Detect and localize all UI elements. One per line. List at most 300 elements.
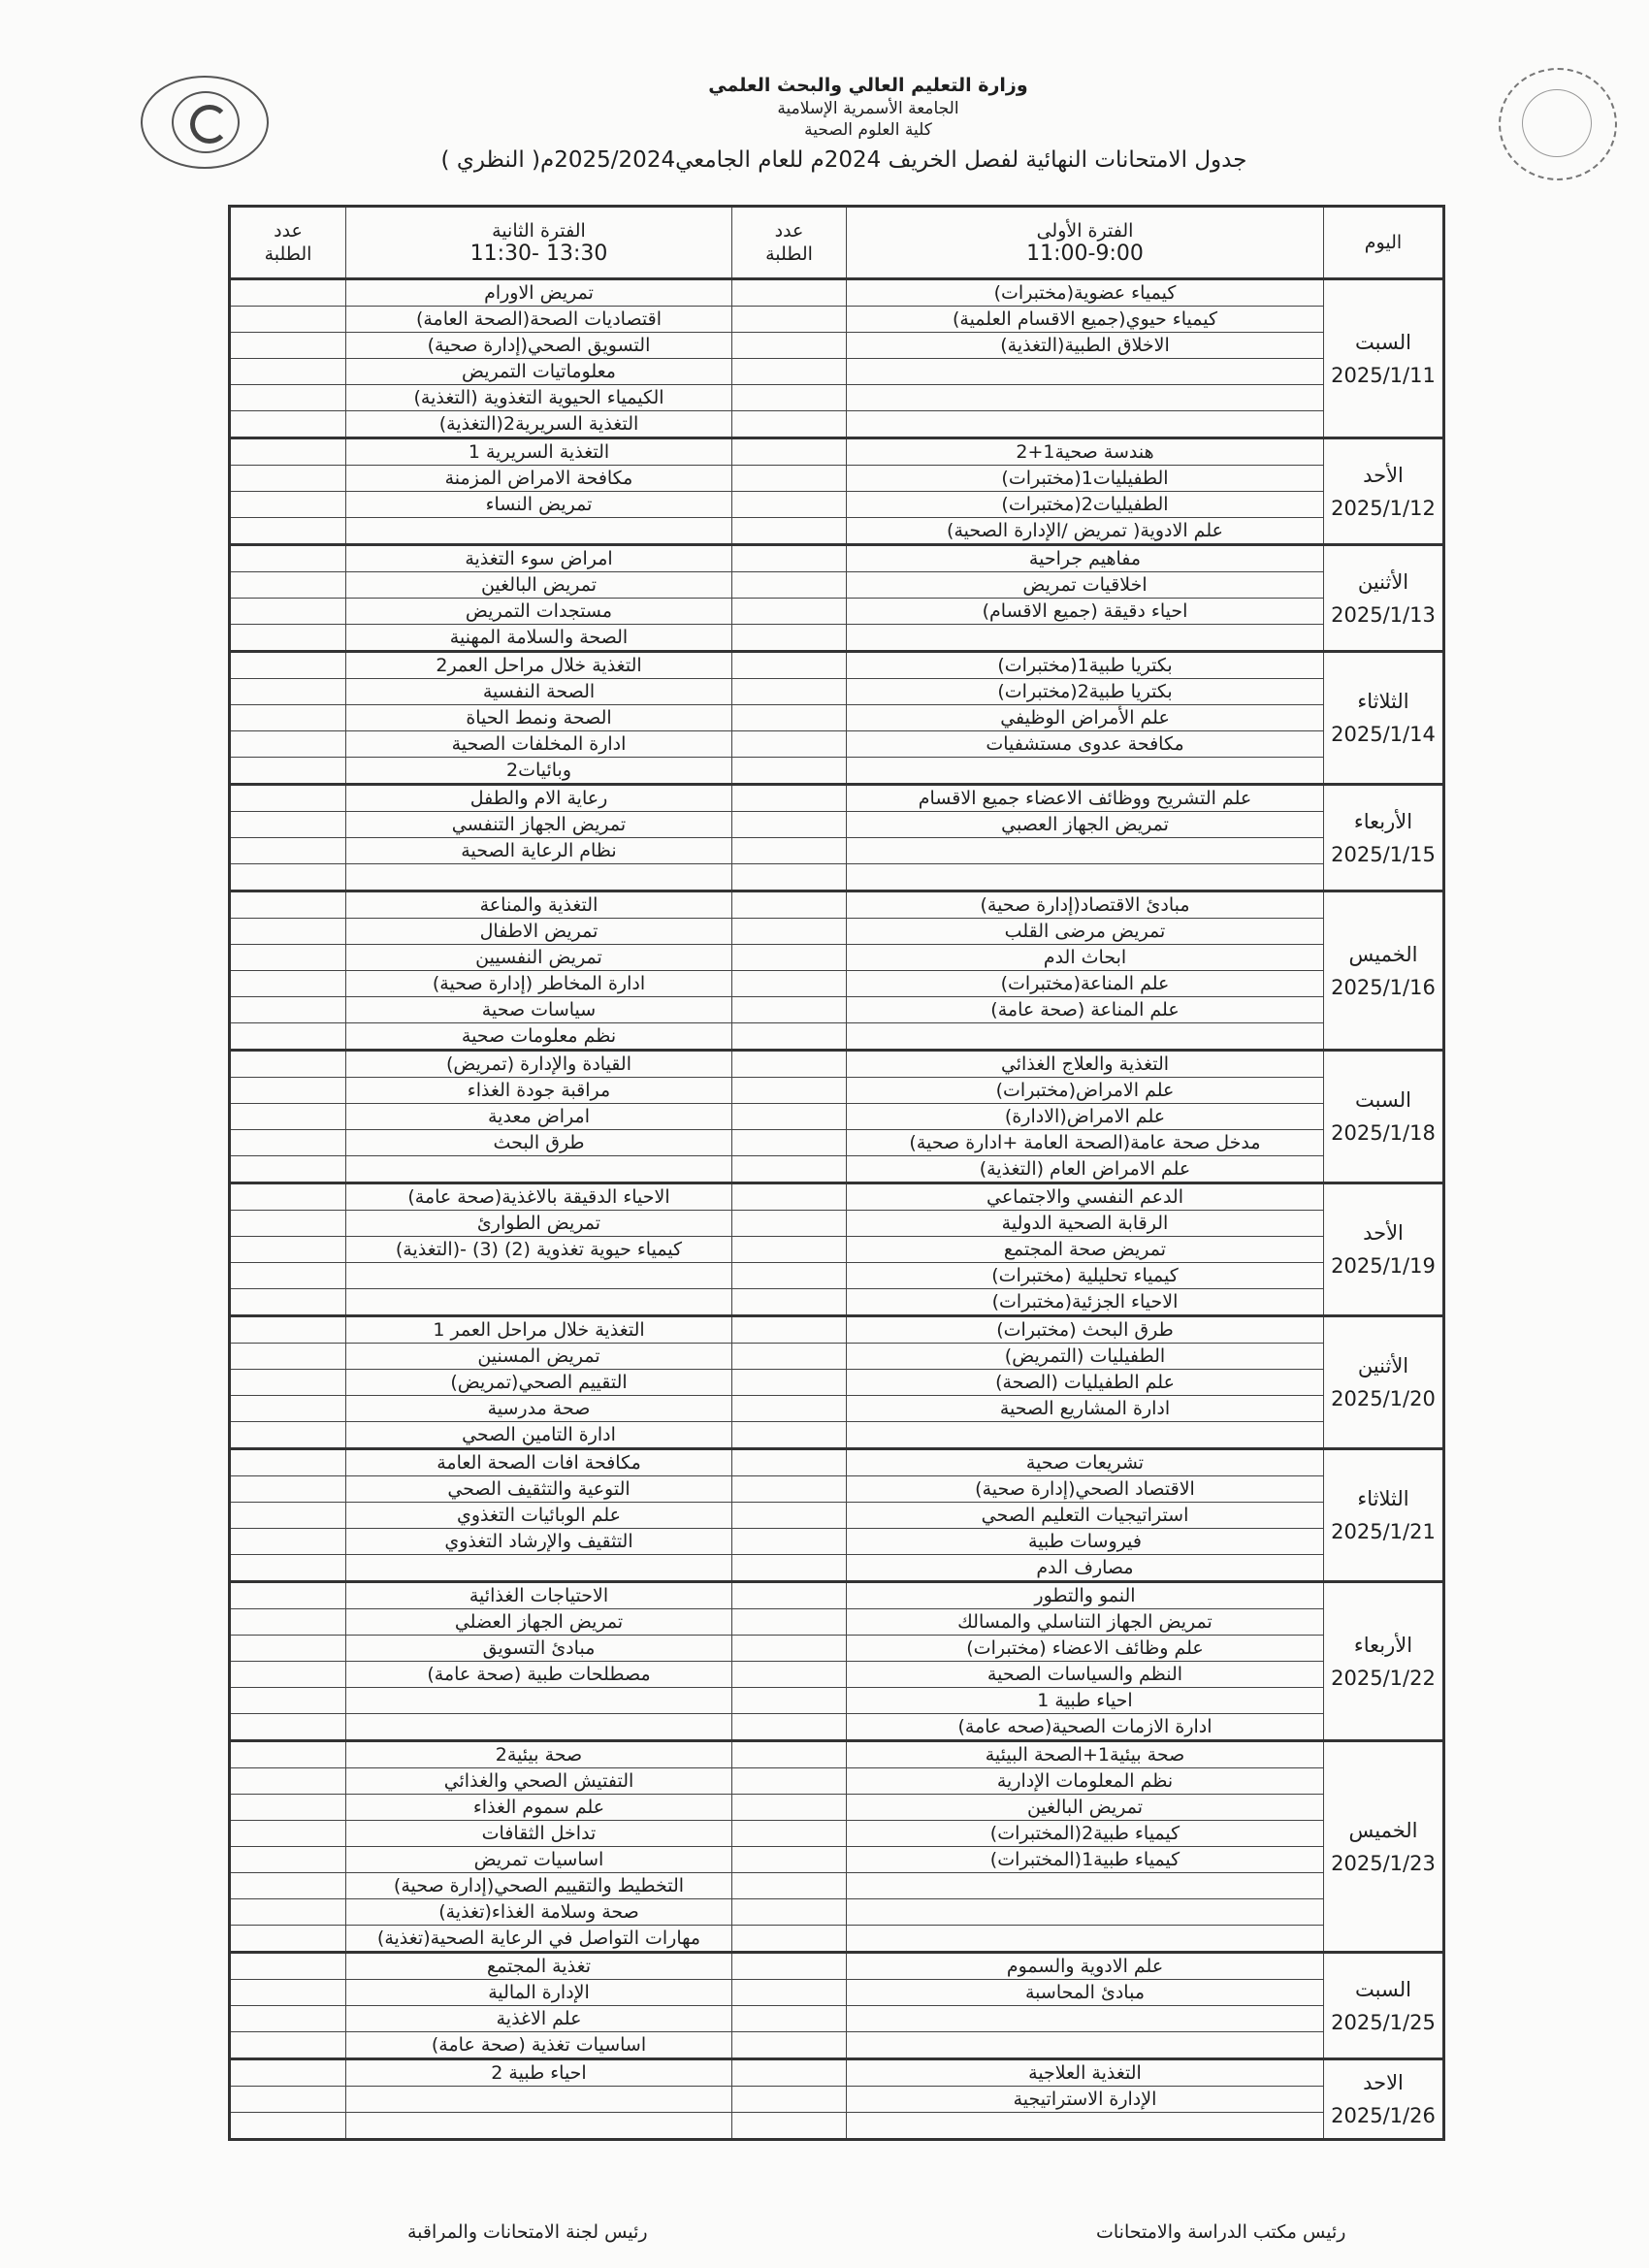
period2-student-count	[230, 1396, 346, 1422]
table-row	[230, 945, 1444, 971]
period2-exam: تمريض النفسيين	[346, 945, 732, 971]
count2-label-top: عدد	[274, 220, 303, 242]
period1-exam	[847, 864, 1324, 891]
period2-student-count	[230, 1926, 346, 1953]
period1-student-count	[732, 1688, 847, 1714]
period1-exam: تمريض مرضى القلب	[847, 919, 1324, 945]
period1-student-count	[732, 572, 847, 599]
period2-student-count	[230, 891, 346, 919]
period1-student-count	[732, 492, 847, 518]
period2-student-count	[230, 599, 346, 625]
period2-student-count	[230, 1051, 346, 1078]
period2-student-count	[230, 971, 346, 997]
period1-exam: ادارة المشاريع الصحية	[847, 1396, 1324, 1422]
day-name: الثلاثاء	[1357, 1487, 1409, 1510]
period1-exam: التغذية العلاجية	[847, 2059, 1324, 2087]
day-cell	[1324, 2059, 1444, 2140]
period1-student-count	[732, 891, 847, 919]
header-period1	[847, 207, 1324, 279]
day-name: الأحد	[1363, 1221, 1404, 1245]
period1-exam: علم المناعة(مختبرات)	[847, 971, 1324, 997]
day-name: الأثنين	[1357, 1354, 1409, 1377]
period2-exam: نظم معلومات صحية	[346, 1023, 732, 1051]
period2-student-count	[230, 919, 346, 945]
table-row	[230, 2006, 1444, 2032]
period2-student-count	[230, 2032, 346, 2059]
period2-exam: القيادة والإدارة (تمريض)	[346, 1051, 732, 1078]
period2-student-count	[230, 758, 346, 785]
table-row	[230, 1316, 1444, 1344]
period2-exam: تغذية المجتمع	[346, 1953, 732, 1980]
period1-student-count	[732, 731, 847, 758]
period2-exam	[346, 1263, 732, 1289]
period2-student-count	[230, 279, 346, 307]
period1-student-count	[732, 1183, 847, 1211]
period1-student-count	[732, 1873, 847, 1899]
day-name: الأربعاء	[1353, 809, 1413, 833]
period2-time: 13:30 -11:30	[469, 242, 608, 266]
period2-exam: الصحة والسلامة المهنية	[346, 625, 732, 652]
period2-student-count	[230, 307, 346, 333]
period2-student-count	[230, 1078, 346, 1104]
period2-exam: الصحة النفسية	[346, 679, 732, 705]
table-row	[230, 1873, 1444, 1899]
table-row	[230, 1156, 1444, 1183]
period2-student-count	[230, 1821, 346, 1847]
period1-student-count	[732, 1422, 847, 1449]
table-row	[230, 1078, 1444, 1104]
period2-student-count	[230, 1289, 346, 1316]
period1-exam: علم الامراض العام (التغذية)	[847, 1156, 1324, 1183]
period2-exam	[346, 2113, 732, 2140]
day-date: 2025/1/21	[1331, 1520, 1436, 1543]
period1-student-count	[732, 333, 847, 359]
period1-student-count	[732, 1662, 847, 1688]
table-row	[230, 359, 1444, 385]
table-row	[230, 1899, 1444, 1926]
period2-exam: التقييم الصحي(تمريض)	[346, 1370, 732, 1396]
period2-student-count	[230, 812, 346, 838]
period2-exam: كيمياء حيوية تغذوية (2) (3) -(التغذية)	[346, 1237, 732, 1263]
period2-exam: الكيمياء الحيوية التغذوية (التغذية)	[346, 385, 732, 411]
table-row	[230, 1449, 1444, 1476]
period1-student-count	[732, 1104, 847, 1130]
period1-student-count	[732, 359, 847, 385]
day-cell	[1324, 279, 1444, 438]
table-row	[230, 1688, 1444, 1714]
table-row	[230, 2059, 1444, 2087]
header-day	[1324, 207, 1444, 279]
period2-exam: رعاية الام والطفل	[346, 785, 732, 812]
table-row	[230, 838, 1444, 864]
day-cell	[1324, 438, 1444, 545]
period2-exam: احياء طبية 2	[346, 2059, 732, 2087]
table-row	[230, 1555, 1444, 1582]
period2-student-count	[230, 572, 346, 599]
period1-student-count	[732, 625, 847, 652]
period2-student-count	[230, 1582, 346, 1609]
period1-student-count	[732, 411, 847, 438]
period2-exam: معلوماتيات التمريض	[346, 359, 732, 385]
period2-student-count	[230, 1370, 346, 1396]
period2-student-count	[230, 1422, 346, 1449]
period2-exam	[346, 1688, 732, 1714]
period2-student-count	[230, 1714, 346, 1741]
period2-exam: مبادئ التسويق	[346, 1636, 732, 1662]
period2-student-count	[230, 1688, 346, 1714]
period2-student-count	[230, 864, 346, 891]
table-row	[230, 997, 1444, 1023]
period1-exam: الطفيليات2(مختبرات)	[847, 492, 1324, 518]
university-name: الجامعة الأسمرية الإسلامية	[777, 99, 959, 118]
period1-exam: مكافحة عدوى مستشفيات	[847, 731, 1324, 758]
period2-student-count	[230, 1476, 346, 1503]
period2-exam: طرق البحث	[346, 1130, 732, 1156]
period2-exam: مصطلحات طبية (صحة عامة)	[346, 1662, 732, 1688]
table-row	[230, 1714, 1444, 1741]
table-row	[230, 1237, 1444, 1263]
table-row	[230, 891, 1444, 919]
table-row	[230, 1662, 1444, 1688]
document-title: جدول الامتحانات النهائية لفصل الخريف 2024م للعام الجامعي2025/2024م( النظري )	[440, 147, 1247, 173]
period2-student-count	[230, 679, 346, 705]
period1-student-count	[732, 1023, 847, 1051]
header-period2	[346, 207, 732, 279]
period2-exam	[346, 2087, 732, 2113]
period1-student-count	[732, 679, 847, 705]
day-name: الأربعاء	[1353, 1633, 1413, 1657]
period2-exam: التثقيف والإرشاد التغذوي	[346, 1529, 732, 1555]
period1-student-count	[732, 1237, 847, 1263]
period1-student-count	[732, 1476, 847, 1503]
period1-student-count	[732, 1847, 847, 1873]
period2-exam: صحة وسلامة الغذاء(تغذية)	[346, 1899, 732, 1926]
period1-student-count	[732, 1795, 847, 1821]
period1-student-count	[732, 1316, 847, 1344]
period2-student-count	[230, 1211, 346, 1237]
period2-student-count	[230, 945, 346, 971]
table-row	[230, 1289, 1444, 1316]
period1-exam: النظم والسياسات الصحية	[847, 1662, 1324, 1688]
period1-exam: طرق البحث (مختبرات)	[847, 1316, 1324, 1344]
day-name: الخميس	[1348, 942, 1418, 966]
period2-student-count	[230, 359, 346, 385]
day-name: السبت	[1355, 1977, 1411, 2001]
period2-exam: نظام الرعاية الصحية	[346, 838, 732, 864]
period2-exam: التخطيط والتقييم الصحي(إدارة صحية)	[346, 1873, 732, 1899]
period2-exam: علم الوبائيات التغذوي	[346, 1503, 732, 1529]
table-row	[230, 599, 1444, 625]
period1-exam: ابحاث الدم	[847, 945, 1324, 971]
table-row	[230, 1795, 1444, 1821]
period2-exam: التغذية والمناعة	[346, 891, 732, 919]
period1-student-count	[732, 2113, 847, 2140]
period2-student-count	[230, 731, 346, 758]
period2-student-count	[230, 1263, 346, 1289]
period2-exam: ادارة التامين الصحي	[346, 1422, 732, 1449]
schedule-body	[230, 279, 1444, 2140]
table-row	[230, 438, 1444, 466]
period1-exam: بكتريا طبية2(مختبرات)	[847, 679, 1324, 705]
period2-exam: تداخل الثقافات	[346, 1821, 732, 1847]
period2-student-count	[230, 1980, 346, 2006]
period1-exam	[847, 385, 1324, 411]
period2-exam: التغذية خلال مراحل العمر2	[346, 652, 732, 679]
period1-student-count	[732, 1714, 847, 1741]
document-header	[0, 73, 1649, 176]
period1-exam: مبادئ الاقتصاد(إدارة صحية)	[847, 891, 1324, 919]
period1-student-count	[732, 307, 847, 333]
day-cell	[1324, 1051, 1444, 1183]
period1-student-count	[732, 1396, 847, 1422]
period1-exam: بكتريا طبية1(مختبرات)	[847, 652, 1324, 679]
period2-student-count	[230, 785, 346, 812]
period1-student-count	[732, 1582, 847, 1609]
period2-exam: امراض معدية	[346, 1104, 732, 1130]
count1-label-top: عدد	[774, 220, 804, 242]
period1-student-count	[732, 1370, 847, 1396]
period1-exam: علم التشريح ووظائف الاعضاء جميع الاقسام	[847, 785, 1324, 812]
period2-student-count	[230, 1636, 346, 1662]
table-row	[230, 2087, 1444, 2113]
period2-student-count	[230, 2059, 346, 2087]
period2-exam: تمريض البالغين	[346, 572, 732, 599]
faculty-name: كلية العلوم الصحية	[804, 120, 932, 140]
table-row	[230, 679, 1444, 705]
period2-student-count	[230, 1449, 346, 1476]
table-row	[230, 705, 1444, 731]
period2-student-count	[230, 2113, 346, 2140]
day-name: الخميس	[1348, 1818, 1418, 1842]
period1-exam: تمريض الجهاز التناسلي والمسالك	[847, 1609, 1324, 1636]
period1-exam: كيمياء طبية2(المختبرات)	[847, 1821, 1324, 1847]
period2-student-count	[230, 1156, 346, 1183]
period1-exam: النمو والتطور	[847, 1582, 1324, 1609]
period2-exam: صحة بيئية2	[346, 1741, 732, 1768]
period1-student-count	[732, 1529, 847, 1555]
period1-exam	[847, 1422, 1324, 1449]
period1-student-count	[732, 758, 847, 785]
period1-exam: كيمياء تحليلية (مختبرات)	[847, 1263, 1324, 1289]
table-row	[230, 1847, 1444, 1873]
period2-exam: الاحتياجات الغذائية	[346, 1582, 732, 1609]
period1-student-count	[732, 279, 847, 307]
period2-student-count	[230, 652, 346, 679]
day-date: 2025/1/19	[1331, 1254, 1436, 1278]
period1-student-count	[732, 1926, 847, 1953]
period2-exam: الاحياء الدقيقة بالاغذية(صحة عامة)	[346, 1183, 732, 1211]
count1-label-bottom: الطلبة	[765, 243, 813, 265]
period2-student-count	[230, 1662, 346, 1688]
table-row	[230, 2113, 1444, 2140]
period1-exam	[847, 1899, 1324, 1926]
day-date: 2025/1/13	[1331, 602, 1436, 627]
period2-exam: الإدارة المالية	[346, 1980, 732, 2006]
day-cell	[1324, 785, 1444, 891]
period2-student-count	[230, 1503, 346, 1529]
table-row	[230, 652, 1444, 679]
period2-exam: مهارات التواصل في الرعاية الصحية(تغذية)	[346, 1926, 732, 1953]
period2-student-count	[230, 492, 346, 518]
table-row	[230, 333, 1444, 359]
period1-exam: احياء دقيقة (جميع الاقسام)	[847, 599, 1324, 625]
period1-student-count	[732, 1449, 847, 1476]
period2-exam: اقتصاديات الصحة(الصحة العامة)	[346, 307, 732, 333]
period1-student-count	[732, 438, 847, 466]
day-cell	[1324, 1316, 1444, 1449]
signature-study-office: رئيس مكتب الدراسة والامتحانات	[1096, 2221, 1346, 2243]
period1-exam	[847, 1926, 1324, 1953]
period2-exam	[346, 1156, 732, 1183]
period1-exam	[847, 758, 1324, 785]
table-row	[230, 1183, 1444, 1211]
period1-student-count	[732, 1051, 847, 1078]
day-date: 2025/1/12	[1331, 496, 1436, 520]
header-count2	[230, 207, 346, 279]
period1-student-count	[732, 785, 847, 812]
period1-student-count	[732, 1636, 847, 1662]
period2-student-count	[230, 1529, 346, 1555]
table-row	[230, 1104, 1444, 1130]
period2-student-count	[230, 1609, 346, 1636]
period1-student-count	[732, 971, 847, 997]
period2-exam: تمريض النساء	[346, 492, 732, 518]
period2-exam: ادارة المخاطر (إدارة صحية)	[346, 971, 732, 997]
table-row	[230, 731, 1444, 758]
day-name: الأحد	[1363, 463, 1404, 487]
count2-label-bottom: الطلبة	[264, 243, 312, 265]
period1-exam: اخلاقيات تمريض	[847, 572, 1324, 599]
table-row	[230, 812, 1444, 838]
period1-student-count	[732, 385, 847, 411]
day-date: 2025/1/14	[1331, 723, 1436, 746]
period2-student-count	[230, 1316, 346, 1344]
period1-student-count	[732, 997, 847, 1023]
period2-student-count	[230, 385, 346, 411]
period1-exam	[847, 2032, 1324, 2059]
period1-student-count	[732, 518, 847, 545]
table-row	[230, 1023, 1444, 1051]
period2-student-count	[230, 1899, 346, 1926]
period2-exam	[346, 1555, 732, 1582]
day-date: 2025/1/22	[1331, 1666, 1436, 1690]
table-row	[230, 785, 1444, 812]
day-date: 2025/1/23	[1331, 1851, 1436, 1875]
period1-student-count	[732, 1503, 847, 1529]
period1-student-count	[732, 705, 847, 731]
day-name: السبت	[1355, 330, 1411, 354]
period1-student-count	[732, 2032, 847, 2059]
period1-exam: مفاهيم جراحية	[847, 545, 1324, 572]
table-row	[230, 411, 1444, 438]
period1-exam: علم وظائف الاعضاء (مختبرات)	[847, 1636, 1324, 1662]
period2-exam: مكافحة افات الصحة العامة	[346, 1449, 732, 1476]
table-row	[230, 1953, 1444, 1980]
table-row	[230, 1396, 1444, 1422]
period1-exam: الطفيليات (التمريض)	[847, 1344, 1324, 1370]
period1-exam: الطفيليات1(مختبرات)	[847, 466, 1324, 492]
day-cell	[1324, 891, 1444, 1051]
period1-exam	[847, 838, 1324, 864]
table-row	[230, 1741, 1444, 1768]
day-date: 2025/1/20	[1331, 1387, 1436, 1410]
period1-exam: الدعم النفسي والاجتماعي	[847, 1183, 1324, 1211]
period1-student-count	[732, 466, 847, 492]
period2-exam: التسويق الصحي(إدارة صحية)	[346, 333, 732, 359]
period2-exam	[346, 1289, 732, 1316]
period1-time: 11:00-9:00	[1026, 242, 1144, 266]
period1-exam: علم الامراض(مختبرات)	[847, 1078, 1324, 1104]
period2-student-count	[230, 1344, 346, 1370]
signature-exam-committee: رئيس لجنة الامتحانات والمراقبة	[407, 2221, 648, 2243]
period1-exam: تمريض البالغين	[847, 1795, 1324, 1821]
header-count1	[732, 207, 847, 279]
period1-name: الفترة الأولى	[1036, 220, 1134, 242]
period1-exam	[847, 625, 1324, 652]
period1-exam: ادارة الازمات الصحية(صحه عامة)	[847, 1714, 1324, 1741]
period2-exam: سياسات صحية	[346, 997, 732, 1023]
period1-exam: تمريض الجهاز العصبي	[847, 812, 1324, 838]
period1-student-count	[732, 1263, 847, 1289]
table-row	[230, 1609, 1444, 1636]
table-row	[230, 625, 1444, 652]
period2-student-count	[230, 1768, 346, 1795]
table-row	[230, 307, 1444, 333]
period1-exam: احياء طبية 1	[847, 1688, 1324, 1714]
table-row	[230, 919, 1444, 945]
period2-student-count	[230, 333, 346, 359]
period1-exam: علم المناعة (صحة عامة)	[847, 997, 1324, 1023]
day-cell	[1324, 1741, 1444, 1953]
period2-exam: تمريض المسنين	[346, 1344, 732, 1370]
table-row	[230, 758, 1444, 785]
table-row	[230, 1263, 1444, 1289]
period1-exam	[847, 2113, 1324, 2140]
period2-student-count	[230, 518, 346, 545]
period1-student-count	[732, 812, 847, 838]
period2-student-count	[230, 1130, 346, 1156]
table-row	[230, 1476, 1444, 1503]
day-date: 2025/1/15	[1331, 842, 1436, 866]
period2-student-count	[230, 2087, 346, 2113]
period1-exam: كيمياء طبية1(المختبرات)	[847, 1847, 1324, 1873]
period1-student-count	[732, 1953, 847, 1980]
period1-student-count	[732, 652, 847, 679]
period1-student-count	[732, 1741, 847, 1768]
period1-exam: الإدارة الاستراتيجية	[847, 2087, 1324, 2113]
period2-student-count	[230, 2006, 346, 2032]
period1-student-count	[732, 1821, 847, 1847]
exam-schedule-table	[228, 205, 1445, 2141]
period2-exam: التفتيش الصحي والغذائي	[346, 1768, 732, 1795]
period2-exam: تمريض الطوارئ	[346, 1211, 732, 1237]
day-name: السبت	[1355, 1088, 1411, 1112]
table-row	[230, 1211, 1444, 1237]
day-date: 2025/1/25	[1331, 2010, 1436, 2034]
period1-exam: الاحياء الجزئية(مختبرات)	[847, 1289, 1324, 1316]
period1-student-count	[732, 864, 847, 891]
day-name: الاحد	[1363, 2071, 1404, 2094]
table-row	[230, 385, 1444, 411]
table-row	[230, 1582, 1444, 1609]
period1-student-count	[732, 1211, 847, 1237]
period2-student-count	[230, 1847, 346, 1873]
day-cell	[1324, 1953, 1444, 2059]
table-row	[230, 1529, 1444, 1555]
period2-student-count	[230, 1555, 346, 1582]
period2-exam: التغذية السريرية2(التغذية)	[346, 411, 732, 438]
period2-student-count	[230, 1953, 346, 1980]
